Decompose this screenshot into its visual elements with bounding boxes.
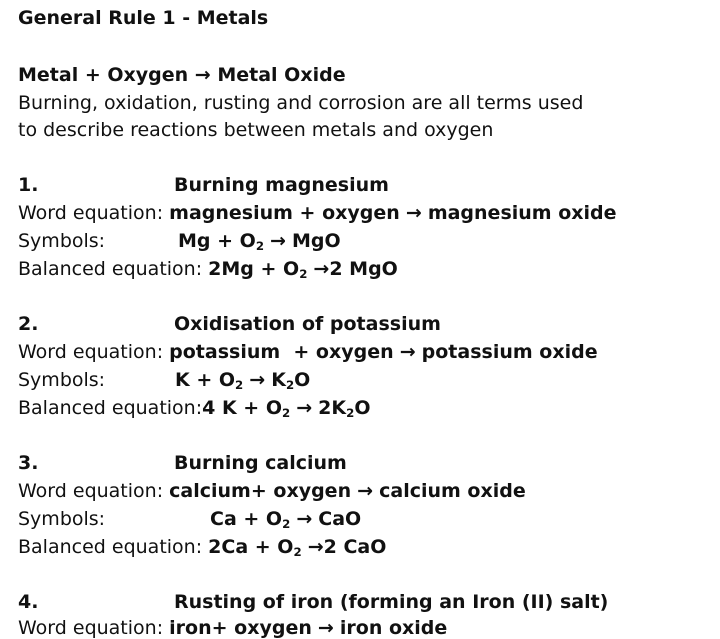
balanced-equation bbox=[18, 399, 370, 418]
arrow-icon: → bbox=[313, 258, 330, 280]
word-equation-label: Word equation: bbox=[18, 617, 164, 639]
arrow-icon: → bbox=[307, 536, 324, 558]
reaction-title: Burning magnesium bbox=[174, 174, 389, 196]
word-equation-rhs: iron oxide bbox=[339, 617, 448, 639]
arrow-icon: → bbox=[405, 202, 422, 224]
word-equation-lhs: magnesium + oxygen bbox=[169, 202, 400, 224]
reaction-number: 2. bbox=[18, 313, 39, 335]
arrow-icon: → bbox=[357, 480, 374, 502]
balanced-label: Balanced equation: bbox=[18, 397, 203, 419]
symbol-equation bbox=[18, 232, 341, 251]
reaction-heading bbox=[18, 315, 441, 334]
symbol-lhs: Mg + O bbox=[178, 230, 256, 252]
general-lhs: Metal + Oxygen bbox=[18, 64, 189, 86]
symbol-rhs: MgO bbox=[292, 230, 341, 252]
arrow-icon: → bbox=[296, 508, 313, 530]
symbol-rhs: K bbox=[271, 369, 286, 391]
balanced-rhs: 2 MgO bbox=[329, 258, 398, 280]
word-equation-rhs: potassium oxide bbox=[421, 341, 598, 363]
balanced-lhs: 2Mg + O bbox=[208, 258, 300, 280]
arrow-icon: → bbox=[194, 64, 211, 86]
reaction-title: Burning calcium bbox=[174, 452, 347, 474]
word-equation-label: Word equation: bbox=[18, 480, 164, 502]
balanced-label: Balanced equation: bbox=[18, 258, 203, 280]
reaction-heading bbox=[18, 454, 347, 473]
general-equation bbox=[18, 66, 346, 85]
word-equation-lhs: iron+ oxygen bbox=[169, 617, 312, 639]
word-equation-lhs: potassium + oxygen bbox=[169, 341, 394, 363]
symbol-subscript: 2 bbox=[282, 516, 291, 531]
reaction-number: 3. bbox=[18, 452, 39, 474]
balanced-subscript: 2 bbox=[299, 266, 308, 281]
balanced-equation bbox=[18, 538, 386, 557]
symbol-lhs: K + O bbox=[175, 369, 236, 391]
reaction-title: Rusting of iron (forming an Iron (II) salt) bbox=[174, 591, 609, 613]
balanced-rhs: 2K bbox=[318, 397, 347, 419]
arrow-icon: → bbox=[399, 341, 416, 363]
symbol-lhs: Ca + O bbox=[210, 508, 283, 530]
symbols-label: Symbols: bbox=[18, 369, 106, 391]
reaction-title: Oxidisation of potassium bbox=[174, 313, 441, 335]
reaction-number: 1. bbox=[18, 174, 39, 196]
reaction-heading bbox=[18, 593, 608, 612]
arrow-icon: → bbox=[296, 397, 313, 419]
symbols-label: Symbols: bbox=[18, 230, 106, 252]
word-equation-label: Word equation: bbox=[18, 202, 164, 224]
symbol-rhs-subscript: 2 bbox=[285, 377, 295, 392]
general-description-line-2: to describe reactions between metals and oxygen bbox=[18, 119, 494, 141]
reaction-heading bbox=[18, 176, 389, 195]
word-equation-lhs: calcium+ oxygen bbox=[169, 480, 352, 502]
symbol-rhs: CaO bbox=[318, 508, 362, 530]
reaction-number: 4. bbox=[18, 591, 39, 613]
general-rhs: Metal Oxide bbox=[217, 64, 346, 86]
symbol-equation bbox=[18, 371, 310, 390]
symbol-rhs-tail: O bbox=[294, 369, 311, 391]
symbol-subscript: 2 bbox=[255, 238, 264, 253]
balanced-rhs-tail: O bbox=[354, 397, 371, 419]
symbol-subscript: 2 bbox=[235, 377, 244, 392]
balanced-lhs: 2Ca + O bbox=[208, 536, 294, 558]
balanced-subscript: 2 bbox=[281, 405, 291, 420]
word-equation bbox=[18, 343, 598, 362]
general-description-line-1: Burning, oxidation, rusting and corrosion are all terms used bbox=[18, 92, 584, 114]
word-equation bbox=[18, 204, 617, 223]
balanced-rhs: 2 CaO bbox=[323, 536, 387, 558]
word-equation-rhs: magnesium oxide bbox=[427, 202, 617, 224]
arrow-icon: → bbox=[270, 230, 286, 252]
arrow-icon: → bbox=[317, 617, 334, 639]
word-equation-rhs: calcium oxide bbox=[379, 480, 526, 502]
word-equation bbox=[18, 482, 526, 501]
balanced-equation bbox=[18, 260, 398, 279]
word-equation bbox=[18, 619, 447, 638]
balanced-subscript: 2 bbox=[293, 544, 302, 559]
arrow-icon: → bbox=[249, 369, 266, 391]
balanced-rhs-subscript: 2 bbox=[346, 405, 355, 420]
page-title: General Rule 1 - Metals bbox=[18, 7, 269, 29]
symbol-equation bbox=[18, 510, 361, 529]
balanced-label: Balanced equation: bbox=[18, 536, 203, 558]
symbols-label: Symbols: bbox=[18, 508, 106, 530]
balanced-lhs: 4 K + O bbox=[202, 397, 282, 419]
word-equation-label: Word equation: bbox=[18, 341, 164, 363]
